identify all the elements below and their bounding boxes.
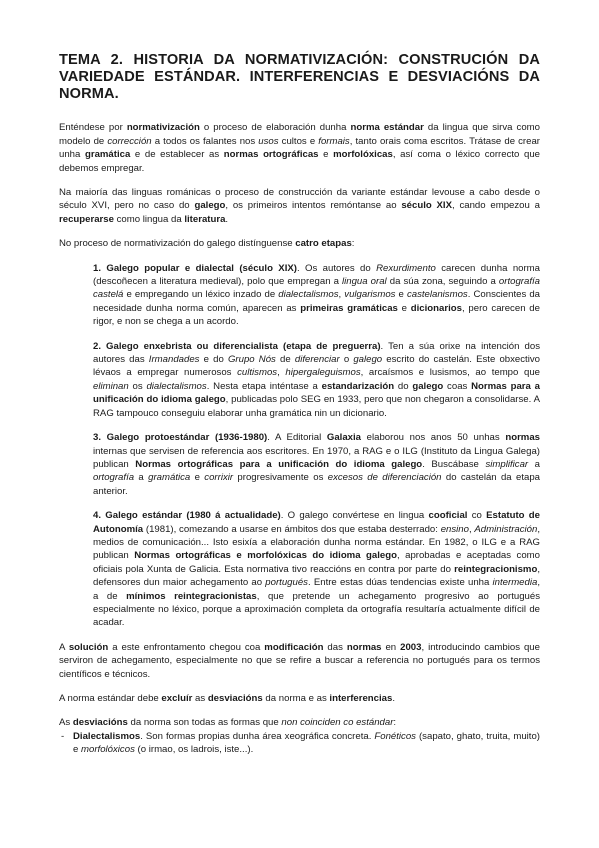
italic-term: cultismos xyxy=(237,367,278,379)
document-title xyxy=(59,52,540,102)
text-run: . Nesta etapa inténtase a xyxy=(206,380,322,392)
bold-term: norma estándar xyxy=(350,122,424,134)
bold-term: primeiras gramáticas xyxy=(300,302,398,314)
text-run: , xyxy=(338,289,345,301)
text-run: No proceso de normativización do galego distínguense xyxy=(59,238,296,250)
bold-term: reintegracionismo xyxy=(454,563,538,575)
italic-term: formais xyxy=(318,135,350,147)
italic-term: dialectalismos xyxy=(278,289,339,301)
text-run: os xyxy=(128,380,147,392)
italic-term: lingua oral xyxy=(342,276,387,288)
paragraph-solucion xyxy=(59,641,540,681)
italic-term: galego xyxy=(353,354,383,366)
text-run: , xyxy=(277,367,286,379)
bold-term: catro etapas xyxy=(295,238,352,250)
paragraph-normativizacion xyxy=(59,121,540,175)
bold-term: Estatuto de Autonomía xyxy=(93,510,540,535)
text-run: (sapato, ghato, truita, muito) e xyxy=(73,730,540,756)
text-run: e xyxy=(318,149,334,161)
text-run: , os primeiros intentos remóntanse ao xyxy=(225,200,402,212)
italic-term: excesos de diferenciación xyxy=(327,472,442,484)
bold-term: 4. Galego estándar (1980 á actualidade) xyxy=(93,510,281,522)
bold-term: morfolóxicas xyxy=(333,149,393,161)
desviacions-list xyxy=(59,730,540,757)
text-run: : xyxy=(351,238,355,250)
text-run: . xyxy=(225,213,229,225)
bold-term: desviacións xyxy=(72,717,128,729)
bold-term: século XIX xyxy=(401,200,452,212)
text-run: coas xyxy=(443,380,472,392)
bold-term: Normas ortográficas e morfolóxicas do idioma galego xyxy=(134,550,397,562)
italic-term: non coinciden co estándar xyxy=(281,717,394,729)
text-run: e do xyxy=(199,354,228,366)
section-etapa-2 xyxy=(93,340,540,420)
bold-term: galego xyxy=(412,380,444,392)
bold-term: normativización xyxy=(126,122,200,134)
italic-term: simplificar xyxy=(485,458,529,470)
italic-term: portugués xyxy=(265,577,308,589)
text-run: . Son formas propias dunha área xeográfica concreta. xyxy=(140,730,375,742)
italic-term: Administración xyxy=(474,523,538,535)
text-run: . A Editorial xyxy=(267,432,327,444)
bold-term: recuperarse xyxy=(59,213,114,225)
italic-term: Grupo Nós xyxy=(227,354,276,366)
text-run: o xyxy=(339,354,354,366)
text-run: e xyxy=(190,472,205,484)
bold-term: Dialectalismos xyxy=(73,730,141,742)
text-run: , introducindo cambios que serviron de achegamento, especialmente no que se refire a buscar a referencia no portugués para os termos científicos e técnicos. xyxy=(59,641,540,680)
italic-term: Fonéticos xyxy=(374,730,416,742)
title-rest: CONSTRUCIÓN DA VARIEDADE ESTÁNDAR. INTERFERENCIAS E DESVIACIÓNS DA NORMA. xyxy=(59,52,540,102)
bold-term: Galaxia xyxy=(326,432,362,444)
italic-term: Irmandades xyxy=(148,354,200,366)
paragraph-linguas-romanicas xyxy=(59,186,540,226)
text-run: do xyxy=(394,380,413,392)
bold-term: normas xyxy=(505,432,540,444)
bold-term: mínimos reintegracionistas xyxy=(126,590,257,602)
text-run: e empregando un léxico inzado de xyxy=(123,289,279,301)
text-run: da lingua que sirva como modelo de xyxy=(59,122,540,147)
text-run: a este enfrontamento chegou coa xyxy=(108,641,265,653)
text-run: a xyxy=(528,458,541,470)
bold-term: 3. Galego protoestándar (1936-1980) xyxy=(93,432,268,444)
text-run: . O galego convértese en lingua xyxy=(280,510,429,522)
text-run: As xyxy=(59,717,73,729)
text-run: . Conscientes da necesidade dunha norma común, aparecen as xyxy=(93,289,541,314)
italic-term: Rexurdimento xyxy=(376,262,436,274)
text-run: , así coma o léxico correcto que debemos empregar. xyxy=(59,149,540,174)
text-run: do castelán da etapa anterior. xyxy=(93,472,541,497)
italic-term: ensino xyxy=(440,523,469,535)
text-run: , medios de comunicación... Isto esixía a elaboración dunha norma estándar. En 1982, o ILG e a RAG publican xyxy=(93,523,540,562)
bold-term: interferencias xyxy=(329,693,393,705)
text-run: , publicadas polo SEG en 1933, pero que non chegaron a consolidarse. A RAG tampouco conseguiu elaborar unha gramática nin un dicionario. xyxy=(93,394,540,419)
italic-term: morfolóxicos xyxy=(81,744,135,756)
bold-term: cooficial xyxy=(428,510,468,522)
text-run: elaborou nos anos 50 unhas xyxy=(361,432,506,444)
text-run: . xyxy=(392,693,396,705)
italic-term: intermedia xyxy=(492,577,538,589)
italic-term: corrección xyxy=(107,135,152,147)
text-run: , tanto orais coma escritos. Trátase de crear unha xyxy=(59,135,540,161)
text-run: carecen dunha norma (descoñecen a literatura medieval), polo que empregan a xyxy=(93,262,541,288)
text-run: . Ten a súa orixe na intención dos autores das xyxy=(93,340,540,366)
text-run: internas que servisen de referencia aos escritores. En 1970, a RAG e o ILG (Instituto da Lingua Galega) publican xyxy=(93,445,540,470)
text-run: , defensores dun maior achegamento ao xyxy=(93,563,540,589)
text-run: , arcaísmos e lusismos, ao tempo que xyxy=(360,367,540,379)
text-run: Enténdese por xyxy=(59,122,127,134)
text-run: . Entre estas dúas tendencias existe unha xyxy=(307,577,493,589)
italic-term: hipergaleguismos xyxy=(285,367,361,379)
text-run: e xyxy=(397,302,411,314)
list-item xyxy=(61,730,540,757)
text-run: A norma estándar debe xyxy=(59,693,162,705)
paragraph-desviacions xyxy=(59,716,540,729)
bold-term: normas xyxy=(346,641,382,653)
text-run: de xyxy=(275,354,295,366)
text-run: . Os autores do xyxy=(296,262,377,274)
paragraph-norma-estandar xyxy=(59,692,540,705)
italic-term: eliminan xyxy=(93,380,129,392)
bold-term: dicionarios xyxy=(410,302,462,314)
text-run: escrito do castelán. Este obxectivo lévaos a empregar numerosos xyxy=(93,354,540,379)
bold-term: galego xyxy=(194,200,226,212)
text-run: como lingua da xyxy=(113,213,185,225)
section-etapa-1 xyxy=(93,262,540,329)
italic-term: corrixir xyxy=(204,472,234,484)
text-run: a xyxy=(134,472,149,484)
bold-term: modificación xyxy=(264,641,324,653)
bold-term: estandarización xyxy=(321,380,395,392)
text-run: a todos os falantes nos xyxy=(151,135,259,147)
italic-term: usos xyxy=(258,135,279,147)
italic-term: diferenciar xyxy=(294,354,340,366)
bold-term: Normas ortográficas para a unificación do idioma galego xyxy=(135,458,423,470)
section-etapa-3 xyxy=(93,431,540,498)
dash-bullet: - xyxy=(61,730,65,742)
text-run: , cando empezou a xyxy=(451,200,540,212)
text-run: (o irmao, os ladrois, iste...). xyxy=(134,744,254,756)
text-run: da norma son todas as formas que xyxy=(127,717,282,729)
italic-term: vulgarismos xyxy=(344,289,396,301)
bold-term: 2003 xyxy=(400,641,422,653)
bold-term: gramática xyxy=(84,149,131,161)
text-run: cultos e xyxy=(278,135,319,147)
text-run: A xyxy=(59,641,69,653)
italic-term: ortografía castelá xyxy=(93,276,540,301)
text-run: , xyxy=(468,523,475,535)
italic-term: ortografía xyxy=(93,472,135,484)
text-run: Na maioría das linguas románicas o proceso de construcción da variante estándar levouse a cabo desde o século XVI, pero no caso do xyxy=(59,187,540,212)
list-item-text xyxy=(73,731,540,755)
text-run: e xyxy=(395,289,407,301)
text-run: , aprobadas e aceptadas como oficiais pola Xunta de Galicia. Esta normativa tivo reaccións en contra por parte do xyxy=(93,550,540,575)
text-run: , pero carecen de rigor, e non se chega a un acordo. xyxy=(93,302,540,328)
text-run: progresivamente os xyxy=(233,472,328,484)
section-etapa-4 xyxy=(93,509,540,630)
text-run: . Buscábase xyxy=(422,458,486,470)
italic-term: castelanismos xyxy=(406,289,468,301)
bold-term: normas ortográficas xyxy=(223,149,319,161)
bold-term: 1. Galego popular e dialectal (século XIX) xyxy=(93,262,297,274)
text-run: : xyxy=(393,717,397,729)
text-run: e de establecer as xyxy=(130,149,224,161)
text-run: co xyxy=(467,510,487,522)
text-run: da norma e as xyxy=(262,693,330,705)
bold-term: excluír xyxy=(161,693,193,705)
text-run: , a de xyxy=(93,577,540,602)
bold-term: Normas para a unificación do idioma galego xyxy=(93,380,540,406)
italic-term: dialectalismos xyxy=(146,380,207,392)
text-run: en xyxy=(381,641,401,653)
text-run: as xyxy=(192,693,208,705)
text-run: , que pretende un achegamento progresivo ao portugués especialmente no léxico, porque a aproximación completa da ortografía resultaría actualmente difícil de acadar. xyxy=(93,590,540,629)
italic-term: gramática xyxy=(148,472,191,484)
bold-term: literatura xyxy=(184,213,226,225)
text-run: o proceso de elaboración dunha xyxy=(199,122,351,134)
bold-term: desviacións xyxy=(207,693,263,705)
text-run: das xyxy=(323,641,347,653)
text-run: da súa zona, seguindo a xyxy=(386,276,499,288)
bold-term: solución xyxy=(68,641,109,653)
bold-term: 2. Galego enxebrista ou diferencialista (etapa de preguerra) xyxy=(93,340,381,352)
text-run: (1981), comezando a usarse en ámbitos dos que estaba desterrado: xyxy=(143,523,441,535)
paragraph-catro-etapas xyxy=(59,237,540,250)
title-bold: TEMA 2. HISTORIA DA NORMATIVIZACIÓN: xyxy=(59,52,389,68)
